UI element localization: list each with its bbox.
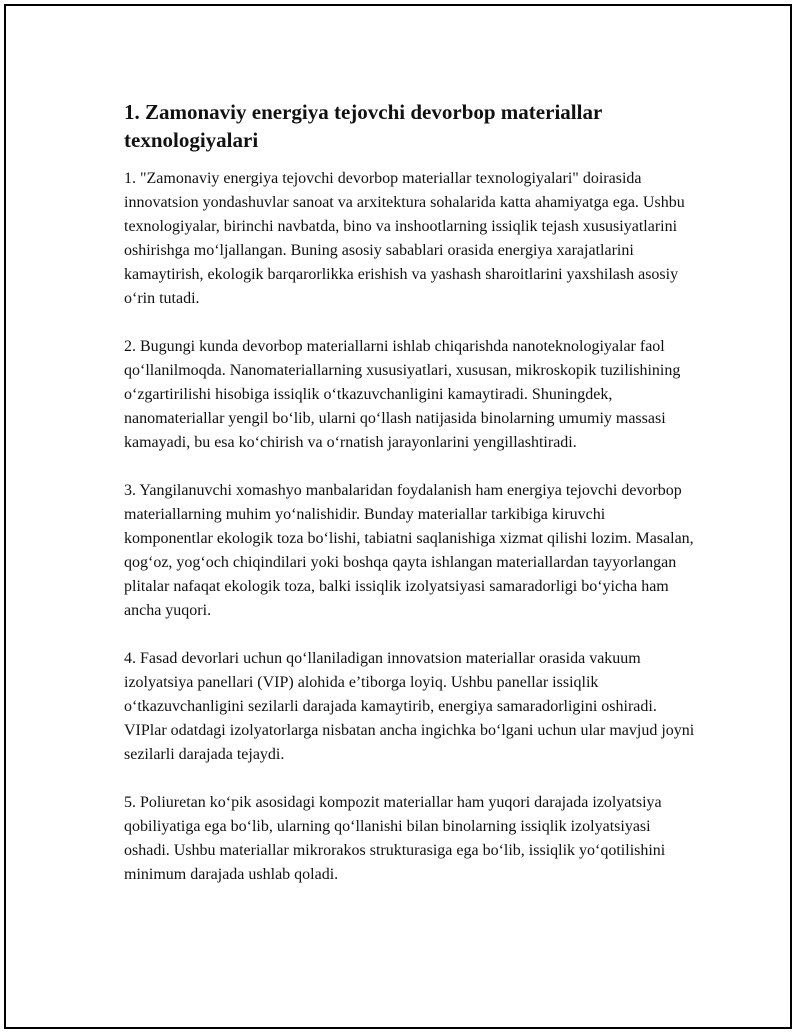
document-body: [124, 98, 696, 911]
paragraph-2: 2. Bugungi kunda devorbop materiallarni ishlab chiqarishda nanoteknologiyalar faol qoʻllanilmoqda. Nanomateriallarning xususiyatlari, xususan, mikroskopik tuzilishining oʻzgartirilishi hisobiga issiqlik oʻtkazuvchanligini kamaytiradi. Shuningdek, nanomateriallar yengil boʻlib, ularni qoʻllash natijasida binolarning umumiy massasi kamayadi, bu esa koʻchirish va oʻrnatish jarayonlarini yengillashtiradi.: [124, 338, 681, 451]
paragraph-4: 4. Fasad devorlari uchun qoʻllaniladigan innovatsion materiallar orasida vakuum izolyatsiya panellari (VIP) alohida e’tiborga loyiq. Ushbu panellar issiqlik oʻtkazuvchanligini sezilarli darajada kamaytirib, energiya samaradorligini oshiradi. VIPlar odatdagi izolyatorlarga nisbatan ancha ingichka boʻlgani uchun ular mavjud joyni sezilarli darajada tejaydi.: [124, 650, 695, 763]
paragraph-5: 5. Poliuretan koʻpik asosidagi kompozit materiallar ham yuqori darajada izolyatsiya qobiliyatiga ega boʻlib, ularning qoʻllanishi bilan binolarning issiqlik izolyatsiyasi oshadi. Ushbu materiallar mikrorakos strukturasiga ega boʻlib, issiqlik yoʻqotilishini minimum darajada ushlab qoladi.: [124, 794, 666, 883]
paragraph-3: 3. Yangilanuvchi xomashyo manbalaridan foydalanish ham energiya tejovchi devorbop materiallarning muhim yoʻnalishidir. Bunday materiallar tarkibiga kiruvchi komponentlar ekologik toza boʻlishi, tabiatni saqlanishiga xizmat qilishi lozim. Masalan, qogʻoz, yogʻoch chiqindilari yoki boshqa qayta ishlangan materiallardan tayyorlangan plitalar nafaqat ekologik toza, balki issiqlik izolyatsiyasi samaradorligi boʻyicha ham ancha yuqori.: [124, 482, 694, 619]
page-border: [4, 4, 792, 1029]
paragraph-1: 1. "Zamonaviy energiya tejovchi devorbop materiallar texnologiyalari" doirasida innovatsion yondashuvlar sanoat va arxitektura sohalarida katta ahamiyatga ega. Ushbu texnologiyalar, birinchi navbatda, bino va inshootlarning issiqlik tejash xususiyatlarini oshirishga moʻljallangan. Buning asosiy sabablari orasida energiya xarajatlarini kamaytirish, ekologik barqarorlikka erishish va yashash sharoitlarini yaxshilash asosiy oʻrin tutadi.: [124, 170, 685, 307]
document-title: 1. Zamonaviy energiya tejovchi devorbop materiallar texnologiyalari: [124, 100, 602, 152]
